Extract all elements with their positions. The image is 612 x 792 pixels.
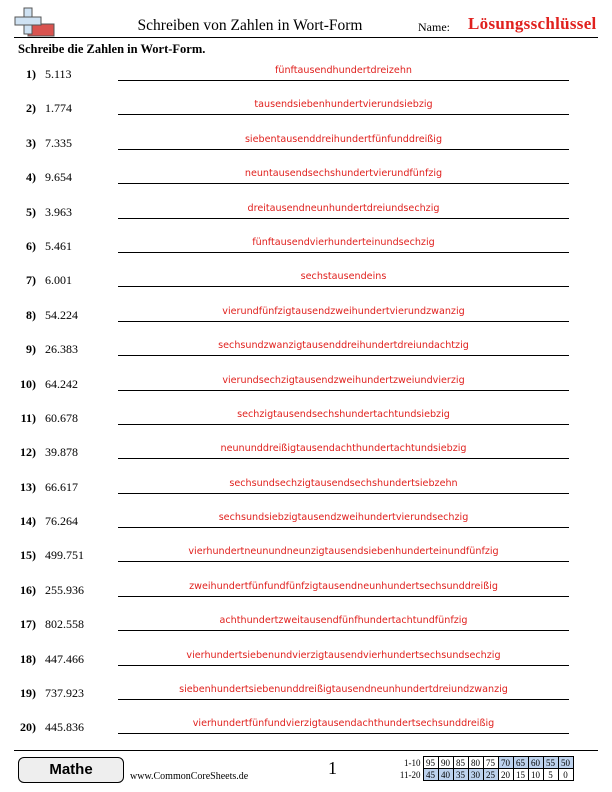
score-cell: 40	[438, 769, 453, 781]
score-cell: 25	[483, 769, 498, 781]
answer-line	[118, 699, 569, 700]
worksheet-title: Schreiben von Zahlen in Wort-Form	[137, 17, 363, 34]
answer-text: neuntausendsechshundertvierundfünfzig	[244, 168, 443, 180]
problem-number: 11)	[20, 410, 36, 425]
score-cell: 60	[528, 757, 543, 769]
score-row	[395, 769, 573, 781]
problem-value: 60.678	[45, 410, 78, 425]
problem-row	[0, 297, 612, 331]
problem-value: 6.001	[45, 273, 72, 288]
footer-divider	[14, 750, 598, 751]
site-url: www.CommonCoreSheets.de	[130, 771, 249, 782]
problem-value: 66.617	[45, 479, 78, 494]
problem-row	[0, 194, 612, 228]
problem-value: 255.936	[45, 582, 84, 597]
answer-line	[118, 665, 569, 666]
score-cell: 20	[498, 769, 513, 781]
problem-value: 445.836	[45, 720, 84, 735]
problem-value: 737.923	[45, 686, 84, 701]
answer-text: tausendsiebenhundertvierundsiebzig	[254, 99, 433, 111]
score-cell: 70	[498, 757, 513, 769]
answer-text: fünftausendhundertdreizehn	[275, 65, 412, 76]
score-cell: 45	[423, 769, 438, 781]
problem-number: 12)	[20, 445, 36, 460]
score-cell: 80	[468, 757, 483, 769]
problem-row	[0, 469, 612, 503]
score-cell: 95	[423, 757, 438, 769]
answer-text: sechsundsechzigtausendsechshundertsiebzehn	[229, 477, 458, 489]
answer-line	[118, 355, 569, 356]
answer-text: siebenhundertsiebenunddreißigtausendneunhundertdreiundzwanzig	[179, 684, 508, 696]
problem-row	[0, 262, 612, 296]
answer-text: sechsundsiebzigtausendzweihundertvierundsechzig	[218, 512, 469, 524]
problem-row	[0, 400, 612, 434]
answer-text: sechzigtausendsechshundertachtundsiebzig	[237, 408, 450, 420]
problem-row	[0, 641, 612, 675]
problem-number: 7)	[26, 273, 36, 288]
answer-line	[118, 149, 569, 150]
page-number: 1	[328, 758, 337, 778]
answer-text: vierhundertsiebenundvierzigtausendvierhundertsechsundsechzig	[186, 649, 501, 661]
answer-text: vierhundertneunundneunzigtausendsiebenhunderteinundfünfzig	[188, 546, 499, 558]
subject-badge: Mathe	[18, 757, 124, 783]
score-cell: 5	[543, 769, 558, 781]
problem-number: 16)	[20, 582, 36, 597]
answer-line	[118, 80, 569, 81]
problem-number: 8)	[26, 307, 36, 322]
answer-line	[118, 286, 569, 287]
score-row-label: 11-20	[399, 769, 421, 780]
problem-number: 6)	[26, 238, 36, 253]
problem-value: 447.466	[45, 651, 84, 666]
problem-row	[0, 159, 612, 193]
problem-number: 5)	[26, 204, 36, 219]
problem-number: 17)	[20, 617, 36, 632]
score-cell: 85	[453, 757, 468, 769]
problem-number: 10)	[20, 376, 36, 391]
problem-row	[0, 537, 612, 571]
answer-text: siebentausenddreihundertfünfunddreißig	[244, 133, 443, 145]
problem-row	[0, 228, 612, 262]
problem-number: 19)	[20, 686, 36, 701]
problem-value: 499.751	[45, 548, 84, 563]
answer-line	[118, 630, 569, 631]
answer-text: dreitausendneunhundertdreiundsechzig	[247, 202, 440, 214]
problem-row	[0, 606, 612, 640]
problem-number: 15)	[20, 548, 36, 563]
problem-value: 9.654	[45, 170, 72, 185]
answer-line	[118, 424, 569, 425]
score-row	[395, 757, 573, 769]
score-table	[395, 756, 574, 781]
answer-text: vierundfünfzigtausendzweihundertvierundzwanzig	[222, 305, 465, 317]
answer-line	[118, 596, 569, 597]
problem-value: 7.335	[45, 135, 72, 150]
score-cell: 55	[543, 757, 558, 769]
answer-line	[118, 458, 569, 459]
answer-line	[118, 321, 569, 322]
problem-number: 9)	[26, 342, 36, 357]
problem-number: 3)	[26, 135, 36, 150]
problem-row	[0, 125, 612, 159]
problem-row	[0, 90, 612, 124]
answer-line	[118, 527, 569, 528]
answer-text: zweihundertfünfundfünfzigtausendneunhundertsechsunddreißig	[189, 580, 498, 592]
problem-value: 64.242	[45, 376, 78, 391]
problem-row	[0, 56, 612, 90]
answer-text: sechsundzwanzigtausenddreihundertdreiundachtzig	[218, 340, 469, 352]
score-cell: 65	[513, 757, 528, 769]
problem-value: 5.461	[45, 238, 72, 253]
problem-number: 1)	[26, 67, 36, 81]
problem-value: 76.264	[45, 514, 78, 529]
score-cell: 0	[558, 769, 573, 781]
problem-value: 39.878	[45, 445, 78, 460]
problem-row	[0, 675, 612, 709]
answer-text: neununddreißigtausendachthundertachtundsiebzig	[220, 443, 467, 455]
answer-line	[118, 114, 569, 115]
answer-line	[118, 733, 569, 734]
problem-row	[0, 331, 612, 365]
answer-text: vierhundertfünfundvierzigtausendachthundertsechsunddreißig	[192, 718, 495, 730]
score-cell: 30	[468, 769, 483, 781]
problem-number: 14)	[20, 514, 36, 529]
score-cell: 90	[438, 757, 453, 769]
problem-value: 3.963	[45, 204, 72, 219]
score-cell: 10	[528, 769, 543, 781]
problem-number: 20)	[20, 720, 36, 735]
problem-value: 26.383	[45, 342, 78, 357]
name-label: Name:	[418, 20, 450, 34]
answer-line	[118, 252, 569, 253]
problem-value: 1.774	[45, 101, 72, 116]
answer-text: vierundsechzigtausendzweihundertzweiundvierzig	[222, 374, 465, 386]
answer-line	[118, 218, 569, 219]
problem-number: 2)	[26, 101, 36, 116]
problem-row	[0, 434, 612, 468]
problem-value: 5.113	[45, 67, 72, 81]
problem-number: 4)	[26, 170, 36, 185]
score-cell: 75	[483, 757, 498, 769]
answer-text: achthundertzweitausendfünfhundertachtundfünfzig	[219, 615, 468, 627]
answer-line	[118, 561, 569, 562]
score-cell: 35	[453, 769, 468, 781]
problem-value: 54.224	[45, 307, 78, 322]
answer-line	[118, 183, 569, 184]
score-cell: 50	[558, 757, 573, 769]
answer-line	[118, 493, 569, 494]
score-cell: 15	[513, 769, 528, 781]
problem-number: 13)	[20, 479, 36, 494]
answer-line	[118, 390, 569, 391]
header-divider	[14, 37, 598, 38]
problem-value: 802.558	[45, 617, 84, 632]
problem-row	[0, 572, 612, 606]
problem-list	[0, 56, 612, 744]
problem-row	[0, 503, 612, 537]
answer-text: fünftausendvierhunderteinundsechzig	[252, 236, 435, 248]
instructions: Schreibe die Zahlen in Wort-Form.	[18, 42, 206, 56]
problem-row	[0, 366, 612, 400]
problem-row	[0, 709, 612, 743]
score-row-label: 1-10	[404, 757, 421, 768]
answer-key-label: Lösungsschlüssel	[468, 14, 597, 33]
problem-number: 18)	[20, 651, 36, 666]
answer-text: sechstausendeins	[300, 271, 387, 283]
